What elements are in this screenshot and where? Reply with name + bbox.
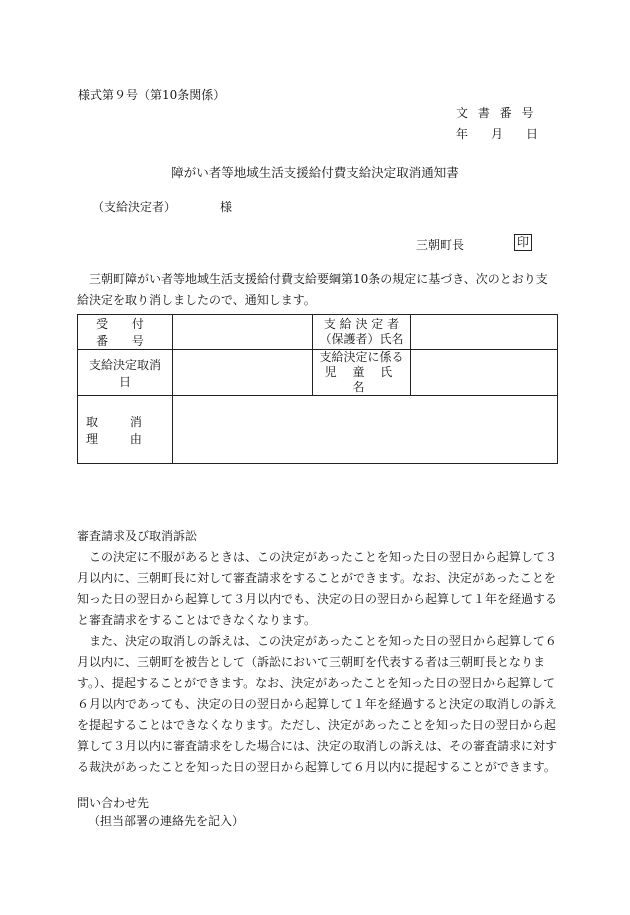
child-name-label-line1: 支給決定に係る [319, 350, 404, 364]
decision-holder-label [313, 315, 411, 350]
reason-value [173, 396, 558, 464]
intro-paragraph: 三朝町障がい者等地域生活支援給付費支給要綱第10条の規定に基づき、次のとおり支給決定を取り消しましたので、通知します。 [77, 272, 548, 307]
issuer-mayor: 三朝町長 [416, 238, 465, 252]
document-title: 障がい者等地域生活支援給付費支給決定取消通知書 [171, 165, 459, 180]
appeal-paragraph-2: また、決定の取消しの訴えは、この決定があったことを知った日の翌日から起算して６月以内に、三朝町を被告として（訴訟において三朝町を代表する者は三朝町長となります。）、提起することができます。なお、決定があったことを知った日の翌日から起算して６月以内であっても、決定の日の翌日から起算して１年を経過すると決定の取消しの訴えを提起することはできなくなります。ただし、決定があったことを知った日の翌日から起算して３月以内に審査請求をした場合には、決定の取消しの訴えは、その審査請求に対する裁決があったことを知った日の翌日から起算して６月以内に提起することができます。 [77, 634, 558, 774]
cancel-date-label: 支給決定取消日 [78, 350, 173, 396]
receipt-number-value [173, 315, 313, 350]
recipient-suffix: 様 [220, 200, 233, 214]
date-line [456, 125, 538, 142]
date-month: 月 [490, 127, 503, 141]
child-name-label [313, 350, 411, 396]
recipient-label: （支給決定者） [92, 200, 177, 214]
decision-holder-value [411, 315, 558, 350]
child-name-label-line2: 児 童 氏 名 [324, 365, 399, 394]
document-number-label: 文 書 番 号 [456, 106, 537, 120]
decision-holder-label-line2: （保護者）氏名 [319, 332, 404, 346]
date-day: 日 [525, 127, 538, 141]
appeal-paragraph-1: この決定に不服があるときは、この決定があったことを知った日の翌日から起算して３月以内に、三朝町長に対して審査請求をすることができます。なお、決定があったことを知った日の翌日から起算して３月以内でも、決定の日の翌日から起算して１年を経過すると審査請求をすることはできなくなります。 [77, 550, 558, 627]
form-number: 様式第９号（第10条関係） [78, 88, 226, 102]
contact-heading: 問い合わせ先 [77, 796, 150, 810]
cancellation-table [77, 314, 558, 464]
decision-holder-label-line1: 支 給 決 定 者 [323, 317, 400, 331]
appeal-section [77, 526, 557, 778]
appeal-heading: 審査請求及び取消訴訟 [77, 529, 198, 543]
date-year: 年 [456, 127, 469, 141]
receipt-number-label: 受 付 番 号 [78, 315, 173, 350]
reason-label: 取 消 理 由 [78, 396, 173, 464]
recipient-line [92, 198, 232, 215]
cancel-date-value [173, 350, 313, 396]
seal-mark: 印 [514, 234, 532, 251]
child-name-value [411, 350, 558, 396]
contact-note: （担当部署の連絡先を記入） [88, 814, 245, 828]
